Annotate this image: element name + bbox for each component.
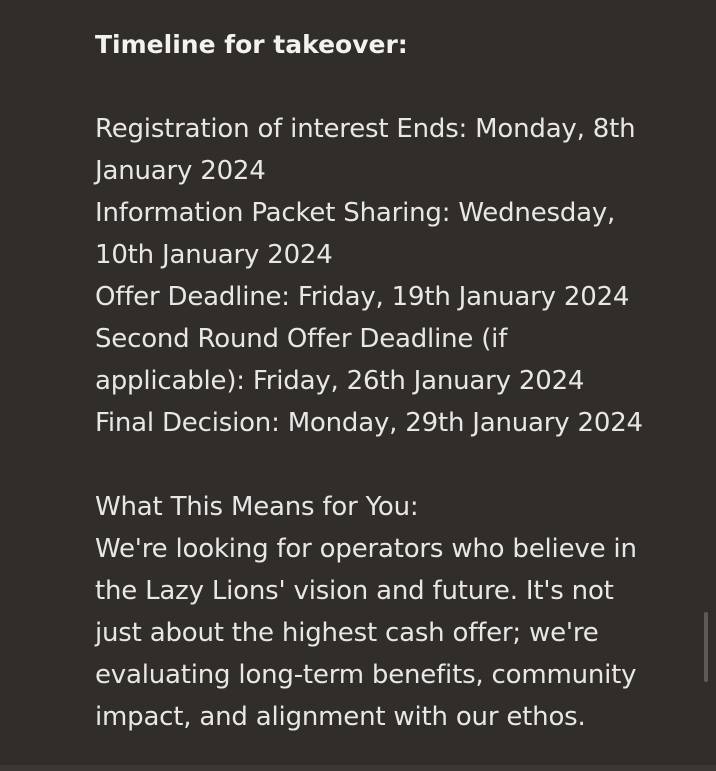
timeline-line: Final Decision: Monday, 29th January 2024 <box>95 408 643 438</box>
bottom-divider <box>0 765 716 771</box>
body-line: just about the highest cash offer; we're <box>95 618 599 648</box>
paragraph-spacer <box>95 444 710 486</box>
timeline-line: Registration of interest Ends: Monday, 8th <box>95 114 636 144</box>
message-content <box>95 24 710 738</box>
body-line: impact, and alignment with our ethos. <box>95 702 586 732</box>
timeline-line: 10th January 2024 <box>95 240 333 270</box>
timeline-heading: Timeline for takeover: <box>95 30 408 59</box>
body-line: the Lazy Lions' vision and future. It's not <box>95 576 614 606</box>
body-line: evaluating long-term benefits, community <box>95 660 637 690</box>
timeline-line: Information Packet Sharing: Wednesday, <box>95 198 616 228</box>
timeline-line: January 2024 <box>95 156 266 186</box>
timeline-line: applicable): Friday, 26th January 2024 <box>95 366 585 396</box>
timeline-line: Offer Deadline: Friday, 19th January 2024 <box>95 282 630 312</box>
scrollbar-thumb[interactable] <box>704 612 708 682</box>
paragraph-spacer <box>95 66 710 108</box>
timeline-line: Second Round Offer Deadline (if <box>95 324 508 354</box>
section-title: What This Means for You: <box>95 492 419 522</box>
body-line: We're looking for operators who believe in <box>95 534 637 564</box>
